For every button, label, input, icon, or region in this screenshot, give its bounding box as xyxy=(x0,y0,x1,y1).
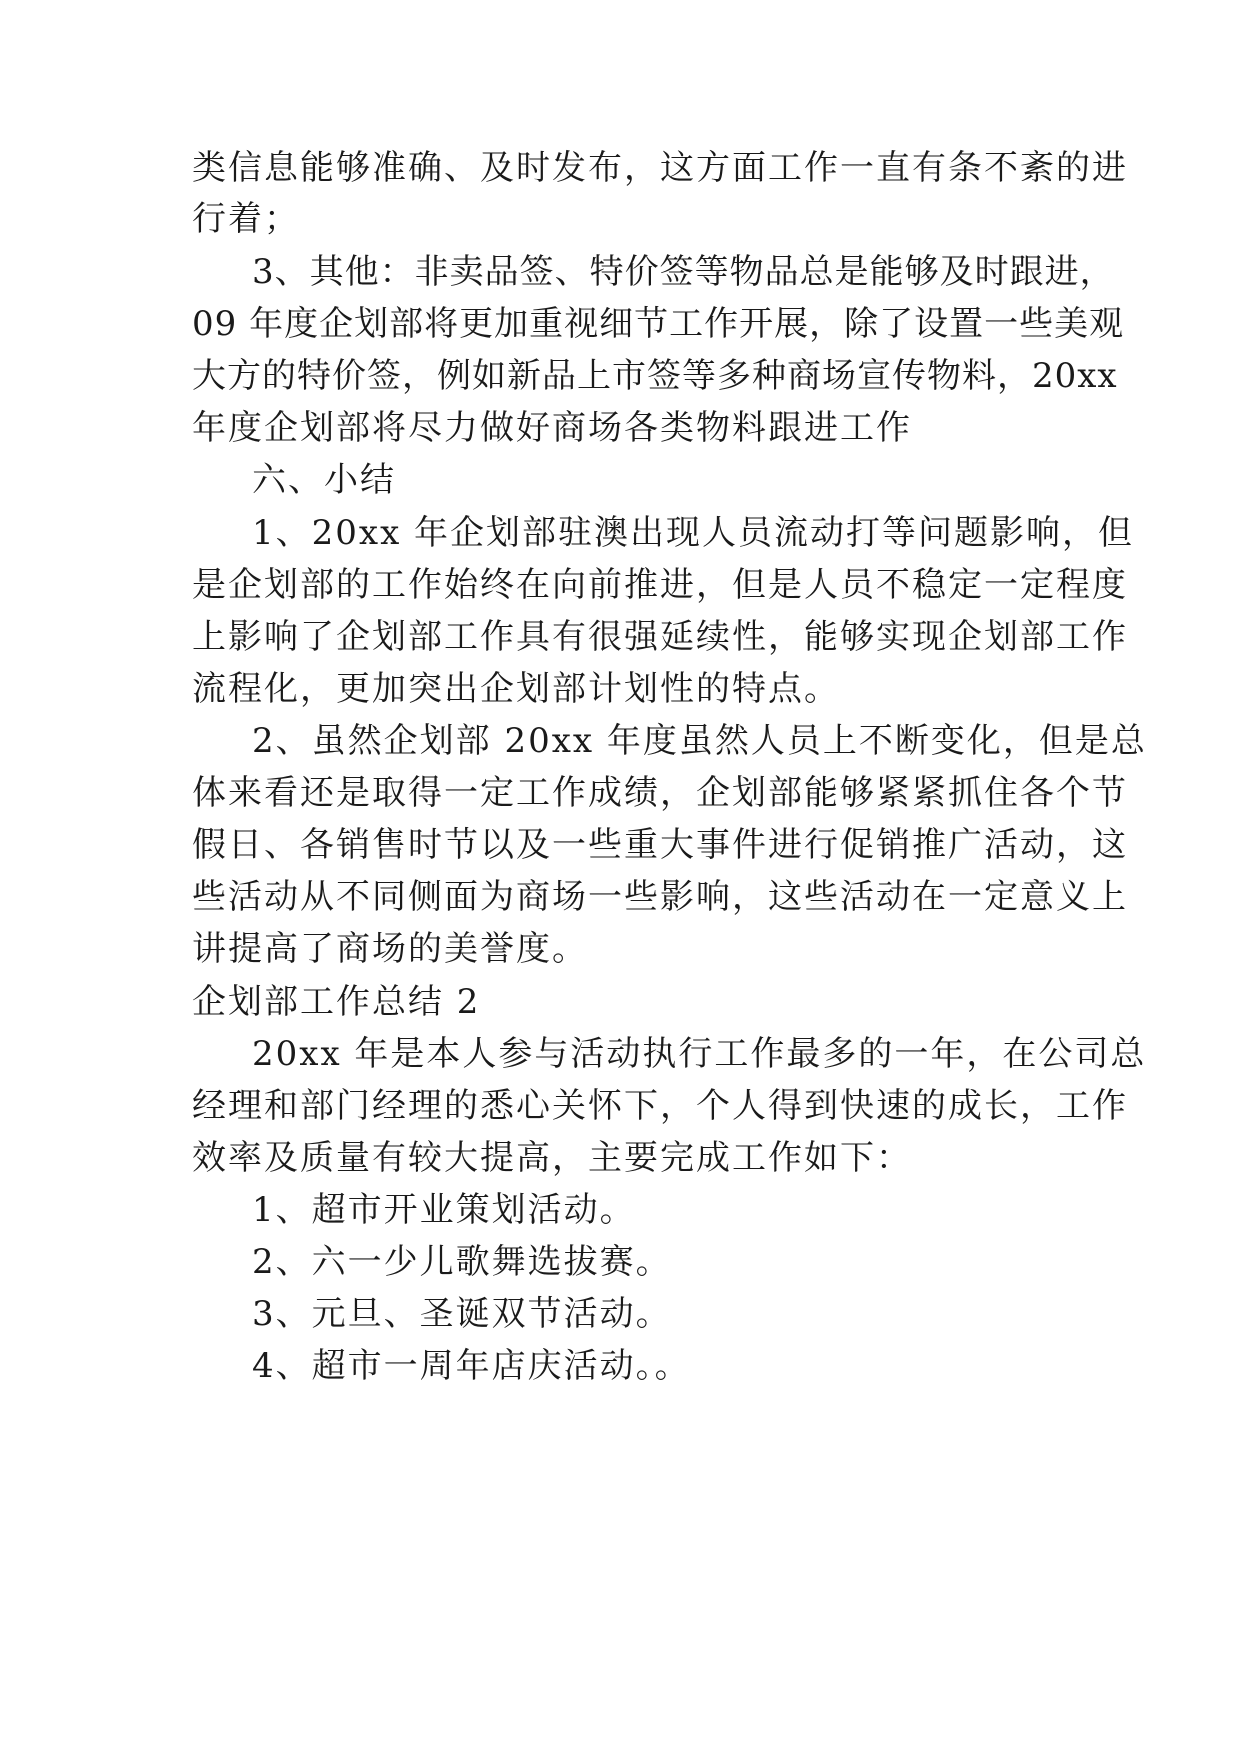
text-line: 效率及质量有较大提高，主要完成工作如下： xyxy=(192,1138,912,1178)
text-line: 是企划部的工作始终在向前推进，但是人员不稳定一定程度 xyxy=(192,565,1128,605)
paragraph-first-line: 20xx 年是本人参与活动执行工作最多的一年，在公司总 xyxy=(252,1034,1147,1074)
paragraph-first-line: 1、20xx 年企划部驻澳出现人员流动打等问题影响，但 xyxy=(252,513,1135,553)
text-line: 年度企划部将尽力做好商场各类物料跟进工作 xyxy=(192,408,912,448)
text-line: 上影响了企划部工作具有很强延续性，能够实现企划部工作 xyxy=(192,617,1128,657)
text-line: 经理和部门经理的悉心关怀下，个人得到快速的成长，工作 xyxy=(192,1086,1128,1126)
text-line: 体来看还是取得一定工作成绩，企划部能够紧紧抓住各个节 xyxy=(192,773,1128,813)
paragraph-first-line: 2、虽然企划部 20xx 年度虽然人员上不断变化，但是总 xyxy=(252,721,1147,761)
document-title: 企划部工作总结 2 xyxy=(192,982,481,1022)
list-item: 1、超市开业策划活动。 xyxy=(252,1190,636,1230)
text-line: 讲提高了商场的美誉度。 xyxy=(192,929,588,969)
text-line: 假日、各销售时节以及一些重大事件进行促销推广活动，这 xyxy=(192,825,1128,865)
text-line: 行着； xyxy=(192,199,300,239)
text-line: 类信息能够准确、及时发布，这方面工作一直有条不紊的进 xyxy=(192,148,1128,188)
list-item: 3、元旦、圣诞双节活动。 xyxy=(252,1294,672,1334)
section-heading: 六、小结 xyxy=(252,460,396,500)
text-line: 些活动从不同侧面为商场一些影响，这些活动在一定意义上 xyxy=(192,877,1128,917)
text-line: 流程化，更加突出企划部计划性的特点。 xyxy=(192,669,840,709)
paragraph-first-line: 3、其他：非卖品签、特价签等物品总是能够及时跟进， xyxy=(252,252,1115,292)
text-line: 大方的特价签，例如新品上市签等多种商场宣传物料，20xx xyxy=(192,356,1118,396)
list-item: 2、六一少儿歌舞选拔赛。 xyxy=(252,1242,672,1282)
list-item: 4、超市一周年店庆活动。。 xyxy=(252,1346,691,1386)
text-line: 09 年度企划部将更加重视细节工作开展，除了设置一些美观 xyxy=(192,304,1125,344)
